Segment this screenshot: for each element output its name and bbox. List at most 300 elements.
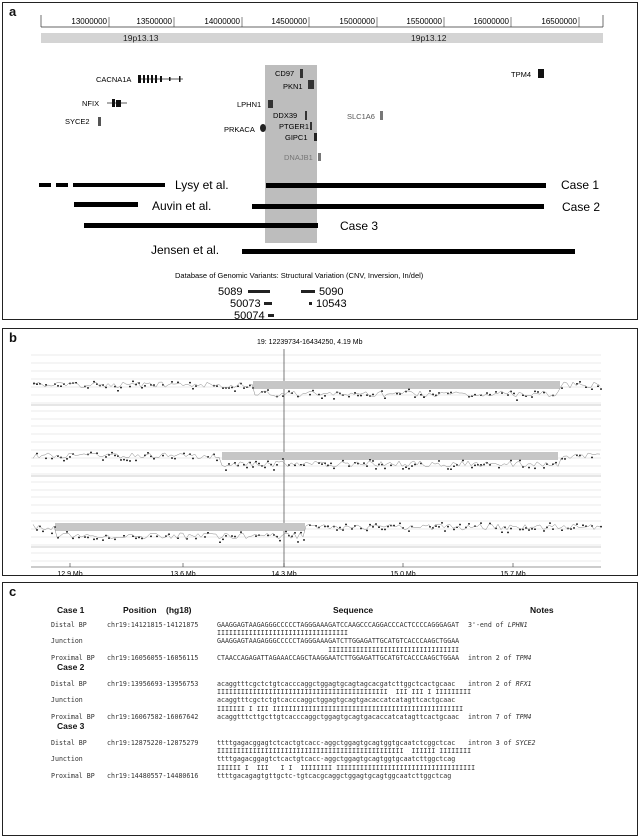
row-sequence: IIIIIII I III IIIIIIIIIIIIIIIIIIIIIIIIIIIIIIIIIIIIIIIIIIIIIIII [217,704,464,713]
gene-cacna1a [138,75,183,83]
row-position: chr19:12875220-12875279 [107,739,199,747]
probe-point [552,528,554,530]
row-note: intron 2 of RFX1 [468,680,532,688]
panel-b [2,328,638,576]
probe-point [132,381,134,383]
probe-point [555,462,557,464]
probe-point [429,390,431,392]
probe-point [57,385,59,387]
probe-point [564,458,566,460]
probe-point [480,522,482,524]
row-note: intron 7 of TPM4 [468,712,532,721]
probe-point [207,532,209,534]
probe-point [600,388,602,390]
probe-point [576,523,578,525]
probe-point [153,384,155,386]
row-sequence: ttttgacagagtgttgctc-tgtcacgcaggctggagtgcagtggcaatcttggctcag [217,771,452,780]
probe-point [573,527,575,529]
probe-point [195,538,197,540]
probe-point [345,524,347,526]
probe-point [591,389,593,391]
probe-point [297,541,299,543]
case-title: Case 2 [57,662,85,672]
probe-point [342,460,344,462]
probe-point [120,459,122,461]
panel-a-label: a [9,4,17,19]
gene-tpm4 [538,69,544,78]
probe-point [474,465,476,467]
cnv-region [253,381,560,389]
ruler-tick-label: 16000000 [473,17,509,26]
x-tick-label: 15.0 Mb [390,571,416,577]
row-label: Junction [51,696,83,705]
x-tick-label: 14.3 Mb [271,571,297,577]
probe-point [228,463,230,465]
probe-point [360,395,362,397]
probe-point [282,458,284,460]
probe-point [372,394,374,396]
deletion-label: Lysy et al. [175,178,229,192]
probe-point [384,468,386,470]
probe-point [528,529,530,531]
row-label: Junction [51,637,83,646]
probe-point [267,389,269,391]
gene-label: TPM4 [511,70,532,79]
probe-point [369,459,371,461]
gene-pkn1 [308,80,314,89]
probe-point [231,387,233,389]
row-sequence: ttttgagacggagtctcactgtcacc-aggctggagtgcagtggtgcaatctcggctcac [217,739,456,747]
gene-label: NFIX [82,99,100,108]
probe-point [93,381,95,383]
row-sequence: IIIIII I III I I IIIIIIII IIIIIIIIIIIIIIIIIIIIIIIIIIIIIIIIIII [217,763,476,772]
case-title: Case 3 [57,721,85,731]
probe-point [36,384,38,386]
probe-point [534,529,536,531]
dgv-id: 5090 [319,286,344,298]
ruler-tick-label: 14000000 [204,17,240,26]
probe-point [534,391,536,393]
probe-point [51,458,53,460]
probe-point [510,460,512,462]
probe-point [333,468,335,470]
probe-point [192,388,194,390]
probe-point [282,395,284,397]
gene-ptger1 [310,122,312,130]
probe-point [264,467,266,469]
col-header-case: Case 1 [57,605,85,615]
probe-point [129,460,131,462]
deletion-label: Auvin et al. [152,199,212,213]
probe-point [66,458,68,460]
dgv-bar [309,302,312,305]
probe-point [126,460,128,462]
probe-point [489,394,491,396]
gene-name: TPM4 [515,653,532,662]
probe-point [267,461,269,463]
probe-point [411,465,413,467]
probe-point [66,531,68,533]
probe-point [597,386,599,388]
probe-point [357,395,359,397]
probe-point [570,528,572,530]
panel-c-label: c [9,584,17,599]
deletion-case2 [252,204,544,209]
probe-point [438,526,440,528]
deletion-case3 [84,223,318,228]
probe-point [192,458,194,460]
probe-point [486,392,488,394]
probe-point [339,527,341,529]
probe-point [285,531,287,533]
probe-point [336,529,338,531]
gene-cd97 [300,69,303,78]
probe-point [51,533,53,535]
probe-point [372,526,374,528]
probe-point [150,536,152,538]
gene-label: PRKACA [224,125,255,134]
row-sequence: ttttgagacggagtctcactgtcacc-aggctggagtgcagtggtgcaatcttggctcag [217,755,456,764]
probe-point [444,530,446,532]
probe-point [591,457,593,459]
col-header-build: (hg18) [166,605,192,615]
row-sequence: IIIIIIIIIIIIIIIIIIIIIIIIIIIIIIIII [217,629,349,638]
probe-point [414,464,416,466]
probe-point [303,465,305,467]
probe-point [468,523,470,525]
probe-point [219,542,221,544]
dgv-title: Database of Genomic Variants: Structural Variation (CNV, Inversion, In/del) [175,271,424,280]
probe-point [375,523,377,525]
gene-prkaca [260,124,266,132]
probe-point [600,526,602,528]
probe-point [516,399,518,401]
cnv-region [55,523,305,531]
x-tick-label: 15.7 Mb [500,571,526,577]
probe-point [534,468,536,470]
probe-point [135,538,137,540]
row-sequence: IIIIIIIIIIIIIIIIIIIIIIIIIIIIIIIIIIIIIIIIIII III III I IIIIIIIII [217,688,472,697]
dgv-bar [301,290,315,293]
probe-point [327,526,329,528]
probe-point [225,469,227,471]
row-position: chr19:16056055-16056115 [107,653,199,662]
probe-point [42,531,44,533]
probe-point [72,538,74,540]
probe-point [78,537,80,539]
ruler-tick-label: 15500000 [406,17,442,26]
probe-point [441,522,443,524]
probe-point [354,392,356,394]
deletion-label: Case 3 [340,219,379,233]
gene-label: PTGER1 [279,122,310,131]
probe-point [549,522,551,524]
probe-point [531,528,533,530]
probe-point [390,465,392,467]
row-sequence: acaggtttcttgcttgtcacccaggctggagtgcagtgacaccatcatagttcactgcaac [217,712,460,721]
probe-point [171,457,173,459]
probe-point [543,467,545,469]
probe-point [423,397,425,399]
probe-point [447,526,449,528]
row-position: chr19:16067582-16067642 [107,712,199,721]
probe-point [243,387,245,389]
probe-point [156,536,158,538]
probe-point [480,464,482,466]
row-label: Junction [51,755,83,764]
probe-point [246,467,248,469]
probe-point [120,387,122,389]
probe-point [387,526,389,528]
gene-name: SYCE2 [515,739,536,747]
dgv-id: 50074 [234,310,265,321]
ruler-tick-label: 13000000 [71,17,107,26]
row-sequence: GAAGGAGTAAGAGGGCCCCCTAGGGAAAGATCCAAGCCCAGGACCCACTCCCCAGGGAGAT [217,621,460,629]
probe-point [498,467,500,469]
gene-name: RFX1 [515,680,532,688]
probe-point [294,465,296,467]
row-position: chr19:13956693-13956753 [107,680,199,688]
probe-point [405,467,407,469]
probe-point [276,464,278,466]
probe-point [363,462,365,464]
probe-point [579,381,581,383]
gene-slc1a6 [380,111,383,120]
gene-ddx39 [305,111,307,120]
probe-point [351,528,353,530]
probe-point [138,537,140,539]
probe-point [414,396,416,398]
probe-point [87,537,89,539]
probe-point [489,523,491,525]
probe-point [309,394,311,396]
gene-gipc1 [314,133,317,141]
band-label: 19p13.12 [411,33,447,43]
probe-point [510,528,512,530]
probe-point [438,460,440,462]
row-sequence: IIIIIIIIIIIIIIIIIIIIIIIIIIIIIIIII [217,645,460,654]
probe-point [561,387,563,389]
gene-label: CACNA1A [96,75,132,84]
probe-point [174,458,176,460]
probe-point [240,531,242,533]
probe-point [378,527,380,529]
probe-point [258,463,260,465]
probe-point [279,540,281,542]
gene-syce2 [98,117,101,126]
row-label: Distal BP [51,680,87,688]
deletion-label: Case 2 [562,200,601,214]
probe-point [531,396,533,398]
panel-c [2,582,638,836]
probe-point [366,465,368,467]
probe-point [459,524,461,526]
probe-point [450,469,452,471]
gene-lphn1 [268,100,273,108]
ruler-tick-label: 16500000 [541,17,577,26]
probe-point [123,459,125,461]
row-label: Distal BP [51,739,87,747]
probe-point [84,536,86,538]
probe-point [90,452,92,454]
probe-point [303,539,305,541]
deletion-jensen [242,249,575,254]
probe-point [507,394,509,396]
probe-point [123,535,125,537]
genome-map [3,3,639,321]
probe-point [396,393,398,395]
probe-point [45,458,47,460]
probe-point [195,385,197,387]
probe-point [222,539,224,541]
row-sequence: acaggtttcgctctgtcacccaggctggagtgcagtagcacgatcttggctcactgcaac [217,680,456,688]
probe-point [399,523,401,525]
dgv-bar [264,302,272,305]
probe-point [105,456,107,458]
dgv-bar [268,314,274,317]
gene-label: PKN1 [283,82,303,91]
probe-point [147,452,149,454]
probe-point [582,525,584,527]
row-label: Proximal BP [51,712,95,721]
probe-point [204,536,206,538]
probe-point [114,455,116,457]
row-sequence: IIIIIIIIIIIIIIIIIIIIIIIIIIIIIIIIIIIIIIIIIIIIIII IIIIII IIIIIIII [217,747,472,756]
probe-point [384,398,386,400]
dgv-bar [248,290,270,293]
cnv-region [222,452,558,460]
probe-point [45,384,47,386]
probe-point [129,386,131,388]
deletion-auvin [74,202,138,207]
ruler-tick-label: 15000000 [339,17,375,26]
col-header-position: Position [123,605,157,615]
gene-nfix [107,99,127,107]
probe-point [435,525,437,527]
probe-point [183,453,185,455]
probe-point [141,387,143,389]
gene-name: TPM4 [515,712,532,721]
probe-point [450,392,452,394]
row-note: intron 3 of SYCE2 [468,739,536,747]
probe-point [333,398,335,400]
dgv-id: 5089 [218,286,243,298]
probe-point [384,529,386,531]
probe-point [189,382,191,384]
probe-point [162,455,164,457]
deletion-case1 [266,183,546,188]
probe-point [501,532,503,534]
probe-point [63,460,65,462]
probe-point [252,466,254,468]
probe-point [177,382,179,384]
probe-point [321,398,323,400]
x-tick-label: 12.9 Mb [57,571,83,577]
probe-point [111,452,113,454]
ruler-tick-label: 13500000 [136,17,172,26]
probe-point [381,529,383,531]
probe-point [408,468,410,470]
probe-point [171,381,173,383]
gene-label: LPHN1 [237,100,262,109]
probe-point [474,394,476,396]
panel-a [2,2,638,320]
probe-point [453,466,455,468]
dgv-id: 50073 [230,298,261,310]
row-position: chr19:14480557-14480616 [107,771,199,780]
probe-point [117,390,119,392]
probe-point [462,460,464,462]
probe-point [513,393,515,395]
probe-point [408,530,410,532]
gene-label: DNAJB1 [284,153,313,162]
probe-point [216,460,218,462]
probe-point [102,459,104,461]
probe-point [399,393,401,395]
probe-point [348,465,350,467]
probe-point [312,390,314,392]
gene-label: GIPC1 [285,133,308,142]
probe-point [216,385,218,387]
row-label: Proximal BP [51,771,95,780]
probe-point [255,535,257,537]
probe-point [36,529,38,531]
gene-label: SLC1A6 [347,112,375,121]
probe-point [408,389,410,391]
probe-point [93,539,95,541]
row-label: Proximal BP [51,653,95,662]
probe-point [330,463,332,465]
panel-b-label: b [9,330,17,345]
deletion-label: Jensen et al. [151,243,220,257]
probe-point [60,386,62,388]
probe-point [225,535,227,537]
probe-point [372,460,374,462]
probe-point [507,532,509,534]
col-header-notes: Notes [530,605,554,615]
dgv-id: 10543 [316,298,347,310]
probe-point [537,391,539,393]
gene-label: SYCE2 [65,117,90,126]
gene-name: LPHN1 [507,621,528,629]
deletion-lysy [39,183,165,187]
probe-point [402,468,404,470]
probe-point [264,391,266,393]
row-note: 3'-end of LPHN1 [468,621,528,629]
gene-dnajb1 [318,153,321,161]
probe-point [144,385,146,387]
band-label: 19p13.13 [123,33,159,43]
probe-point [348,396,350,398]
probe-point [69,456,71,458]
x-tick-label: 13.6 Mb [170,571,196,577]
probe-point [369,524,371,526]
probe-point [375,468,377,470]
gene-label: DDX39 [273,111,298,120]
probe-point [273,469,275,471]
ruler-tick-label: 14500000 [271,17,307,26]
plot-title: 19: 12239734-16434250, 4.19 Mb [257,339,363,346]
probe-point [324,395,326,397]
probe-point [153,458,155,460]
probe-point [231,535,233,537]
probe-point [543,530,545,532]
probe-point [501,392,503,394]
probe-point [96,538,98,540]
probe-point [102,539,104,541]
probe-point [234,536,236,538]
probe-point [528,467,530,469]
